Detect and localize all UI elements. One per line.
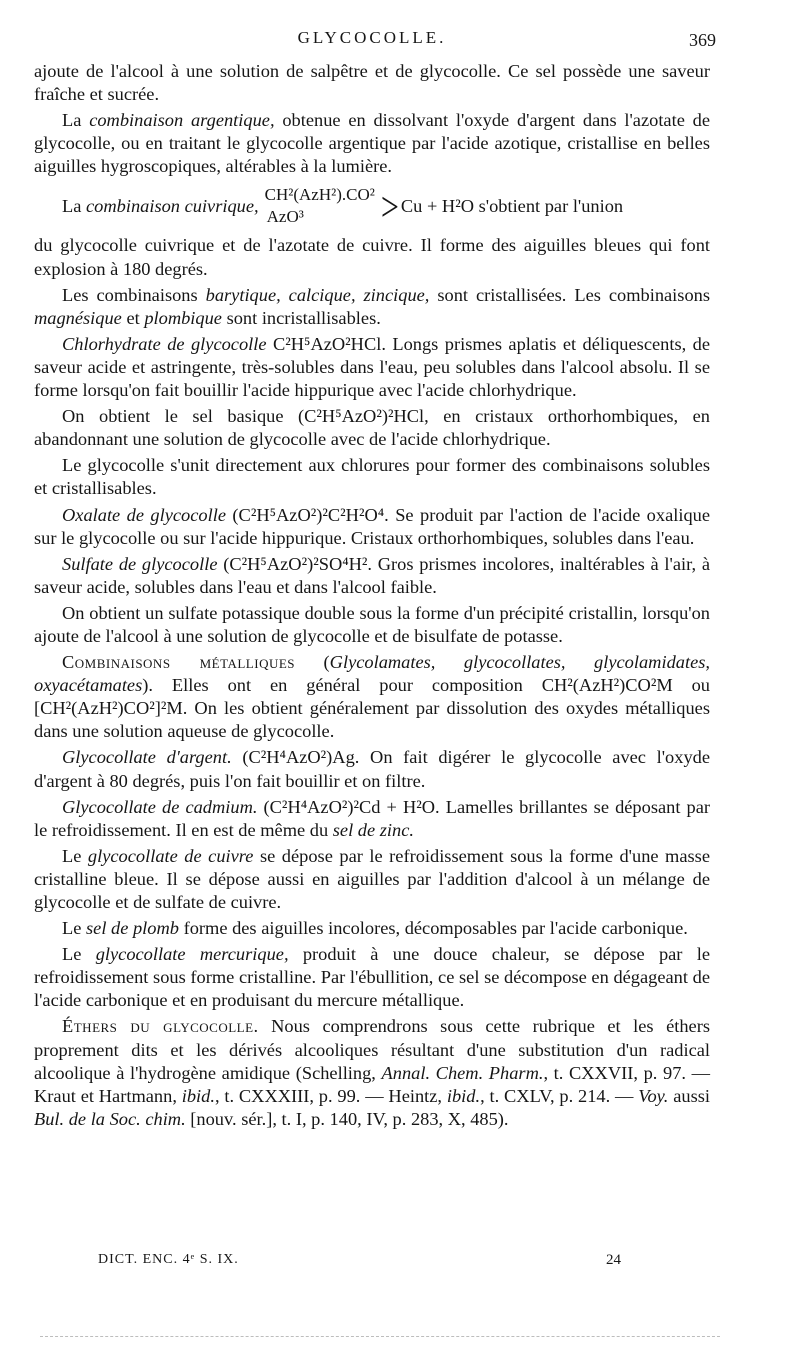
paragraph: Sulfate de glycocolle (C²H⁵AzO²)²SO⁴H². Gros prismes incolores, inaltérables à l'air, à saveur acide, solubles dans l'eau et dans l'alcool faible. — [34, 553, 710, 597]
page-number: 369 — [689, 30, 716, 50]
body-text — [34, 60, 710, 1131]
bracket-glyph: > — [380, 183, 399, 230]
page-title: GLYCOCOLLE. — [297, 28, 447, 47]
paragraph: Le glycocollate de cuivre se dépose par le refroidissement sous la forme d'une masse cristalline bleue. Il se dépose aussi en aiguilles par l'addition d'alcool à un mélange de glycocolle et de sulfate de cuivre. — [34, 845, 711, 912]
paragraph: La combinaison argentique, obtenue en dissolvant l'oxyde d'argent dans l'azotate de glycocolle, ou en traitant le glycocolle argentique par l'acide azotique, cristallise en belles aiguilles hygroscopiques, altérables à la lumière. — [34, 110, 711, 177]
paragraph: Combinaisons métalliques (Glycolamates, glycocollates, glycolamidates, oxyacétamates). Elles ont en général pour composition CH²(AzH²)CO²M ou [CH²(AzH²)CO²]²M. On les obtient généralement par dissolution des oxydes métalliques dans une solution aqueuse de glycocolle. — [34, 652, 710, 742]
signature-mark: DICT. ENC. 4ᵉ S. IX. — [98, 1252, 239, 1267]
paragraph: Éthers du glycocolle. Nous comprendrons sous cette rubrique et les éthers proprement dits et les dérivés alcooliques résultant d'une substitution d'un radical alcoolique à l'hydrogène amidique (Schelling, Annal. Chem. Pharm., t. CXXVII, p. 97. — Kraut et Hartmann, ibid., t. CXXXIII, p. 99. — Heintz, ibid., t. CXLV, p. 214. — Voy. aussi Bul. de la Soc. chim. [nouv. sér.], t. I, p. 140, IV, p. 283, X, 485). — [34, 1016, 711, 1129]
chemical-formula: CH²(AzH²).CO² AzO³ — [264, 185, 375, 227]
page-footer — [34, 1252, 710, 1276]
paragraph: Le sel de plomb forme des aiguilles incolores, décomposables par l'acide carbonique. — [62, 918, 688, 939]
paragraph: Le glycocolle s'unit directement aux chlorures pour former des combinaisons solubles et cristallisables. — [34, 455, 710, 499]
running-head — [34, 28, 716, 52]
sheet-number: 24 — [606, 1252, 621, 1268]
paragraph: ajoute de l'alcool à une solution de salpêtre et de glycocolle. Ce sel possède une saveur fraîche et sucrée. — [34, 61, 710, 105]
paragraph: On obtient le sel basique (C²H⁵AzO²)²HCl, en cristaux orthorhombiques, en abandonnant une solution de glycocolle avec de l'acide chlorhydrique. — [34, 406, 710, 450]
paragraph: Glycocollate d'argent. (C²H⁴AzO²)Ag. On fait digérer le glycocolle avec l'oxyde d'argent à 80 degrés, puis l'on fait bouillir et on filtre. — [34, 747, 710, 791]
paragraph: Chlorhydrate de glycocolle C²H⁵AzO²HCl. Longs prismes aplatis et déliquescents, de saveur acide et astringente, très-solubles dans l'eau, peu solubles dans l'alcool absolu. Il se forme lorsqu'on fait bouillir l'acide hippurique avec l'acide chlorhydrique. — [34, 333, 710, 401]
paragraph: Oxalate de glycocolle (C²H⁵AzO²)²C²H²O⁴. Se produit par l'action de l'acide oxalique sur le glycocolle ou sur l'acide hippurique. Cristaux orthorhombiques, solubles dans l'eau. — [34, 504, 710, 548]
paragraph: Les combinaisons barytique, calcique, zincique, sont cristallisées. Les combinaisons magnésique et plombique sont incristallisables. — [34, 284, 710, 328]
paragraph: du glycocolle cuivrique et de l'azotate de cuivre. Il forme des aiguilles bleues qui font explosion à 180 degrés. — [34, 235, 710, 279]
paragraph: Glycocollate de cadmium. (C²H⁴AzO²)²Cd + H²O. Lamelles brillantes se déposant par le refroidissement. Il en est de même du sel de zinc. — [34, 796, 710, 840]
bottom-rule — [40, 1336, 720, 1337]
paragraph: Le glycocollate mercurique, produit à une douce chaleur, se dépose par le refroidissement sous forme cristalline. Par l'ébullition, ce sel se décompose en dégageant de l'acide carbonique et en produisant du mercure métallique. — [34, 944, 710, 1011]
paragraph: On obtient un sulfate potassique double sous la forme d'un précipité cristallin, lorsqu'on ajoute de l'alcool à une solution de glycocolle et de bisulfate de potasse. — [34, 602, 710, 646]
formula-line: La combinaison cuivrique, CH²(AzH²).CO² AzO³ > Cu + H²O s'obtient par l'union — [62, 183, 624, 230]
